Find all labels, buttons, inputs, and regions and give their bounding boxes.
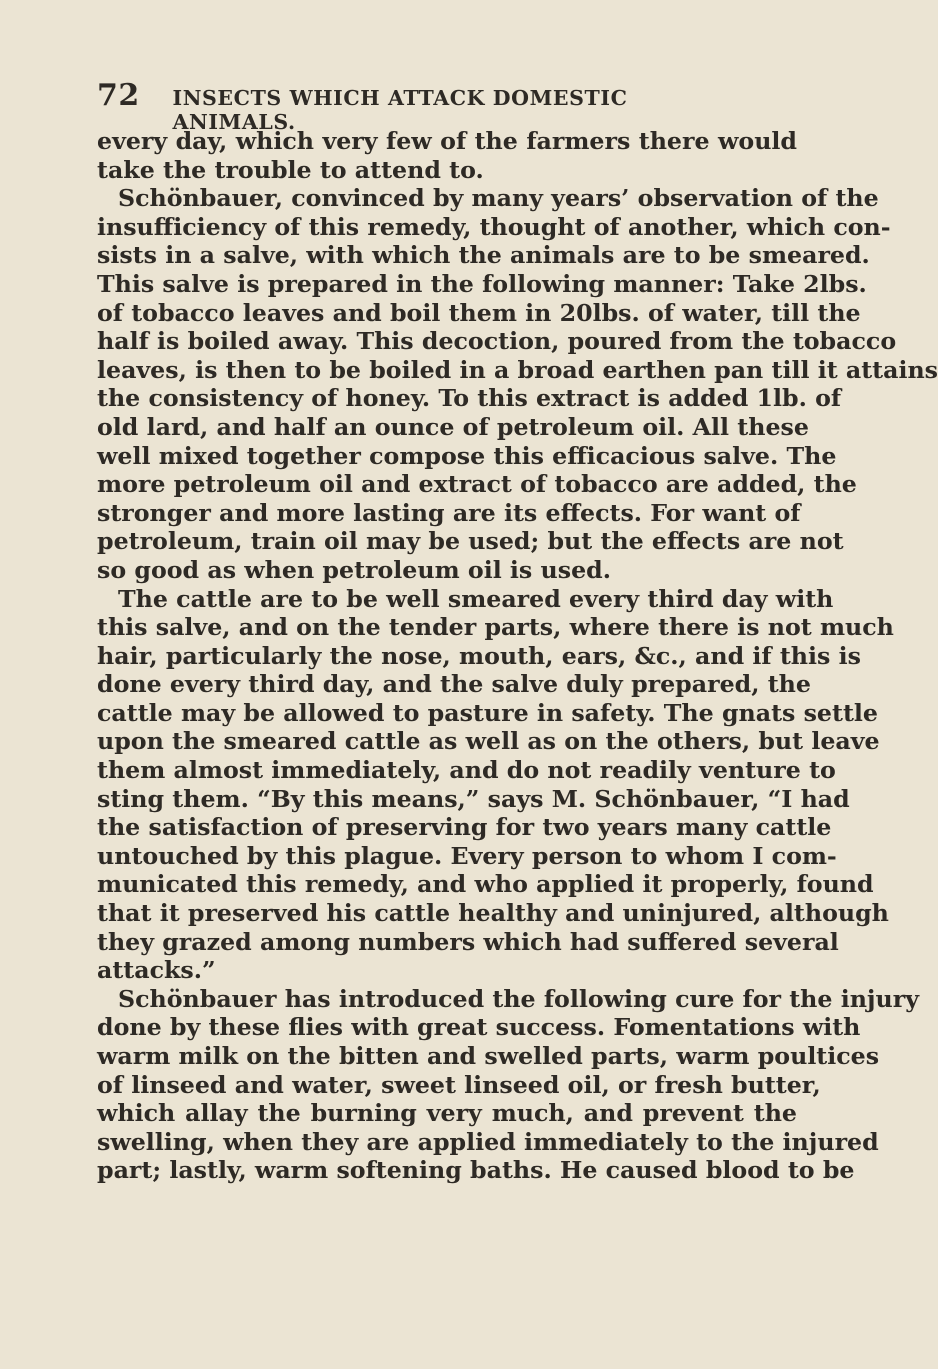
text-line: so good as when petroleum oil is used. [97,555,611,584]
text-line: they grazed among numbers which had suffered several [97,927,839,956]
text-line: take the trouble to attend to. [97,155,484,184]
body-text [97,127,938,1185]
text-line: sists in a salve, with which the animals are to be smeared. [97,241,870,270]
text-line: sting them. “By this means,” says M. Schönbauer, “I had [97,784,850,813]
text-line: swelling, when they are applied immediately to the injured [97,1127,879,1156]
text-line: part; lastly, warm softening baths. He caused blood to be [97,1156,855,1185]
text-line: municated this remedy, and who applied it properly, found [97,870,874,899]
text-line: attacks.” [97,956,216,985]
text-line: done by these flies with great success. Fomentations with [97,1013,861,1042]
text-line: this salve, and on the tender parts, where there is not much [97,613,894,642]
page-number: 72 [97,78,140,113]
text-line: old lard, and half an ounce of petroleum oil. All these [97,412,809,441]
text-line: that it preserved his cattle healthy and uninjured, although [97,899,889,928]
text-line: the satisfaction of preserving for two years many cattle [97,813,832,842]
text-line: leaves, is then to be boiled in a broad earthen pan till it attains [97,355,938,384]
text-line: them almost immediately, and do not readily venture to [97,756,836,785]
text-line: stronger and more lasting are its effects. For want of [97,498,801,527]
text-line: of linseed and water, sweet linseed oil, or fresh butter, [97,1070,821,1099]
paragraph [97,584,894,985]
text-line: done every third day, and the salve duly prepared, the [97,670,811,699]
text-line: upon the smeared cattle as well as on the others, but leave [97,727,880,756]
text-line: This salve is prepared in the following manner: Take 2lbs. [97,269,867,298]
text-line: hair, particularly the nose, mouth, ears, &c., and if this is [97,641,861,670]
running-head [97,78,712,134]
text-line: untouched by this plague. Every person to whom I com- [97,841,837,870]
text-line: more petroleum oil and extract of tobacco are added, the [97,470,857,499]
text-line: the consistency of honey. To this extract is added 1lb. of [97,384,842,413]
text-line: which allay the burning very much, and prevent the [97,1099,797,1128]
text-line: cattle may be allowed to pasture in safety. The gnats settle [97,698,878,727]
text-line: Schönbauer has introduced the following cure for the injury [118,984,919,1013]
text-line: petroleum, train oil may be used; but the effects are not [97,527,844,556]
paragraph [97,184,938,584]
text-line: The cattle are to be well smeared every third day with [118,584,834,613]
text-line: well mixed together compose this efficacious salve. The [97,441,837,470]
text-line: every day, which very few of the farmers there would [97,127,797,155]
text-line: warm milk on the bitten and swelled parts, warm poultices [97,1042,880,1070]
text-line: Schönbauer, convinced by many years’ observation of the [118,184,879,213]
text-line: of tobacco leaves and boil them in 20lbs. of water, till the [97,298,861,327]
text-line: insufficiency of this remedy, thought of another, which con- [97,212,891,241]
paragraph [97,127,797,184]
running-title: INSECTS WHICH ATTACK DOMESTIC ANIMALS. [172,86,628,134]
text-line: half is boiled away. This decoction, poured from the tobacco [97,327,897,356]
paragraph [97,984,919,1185]
